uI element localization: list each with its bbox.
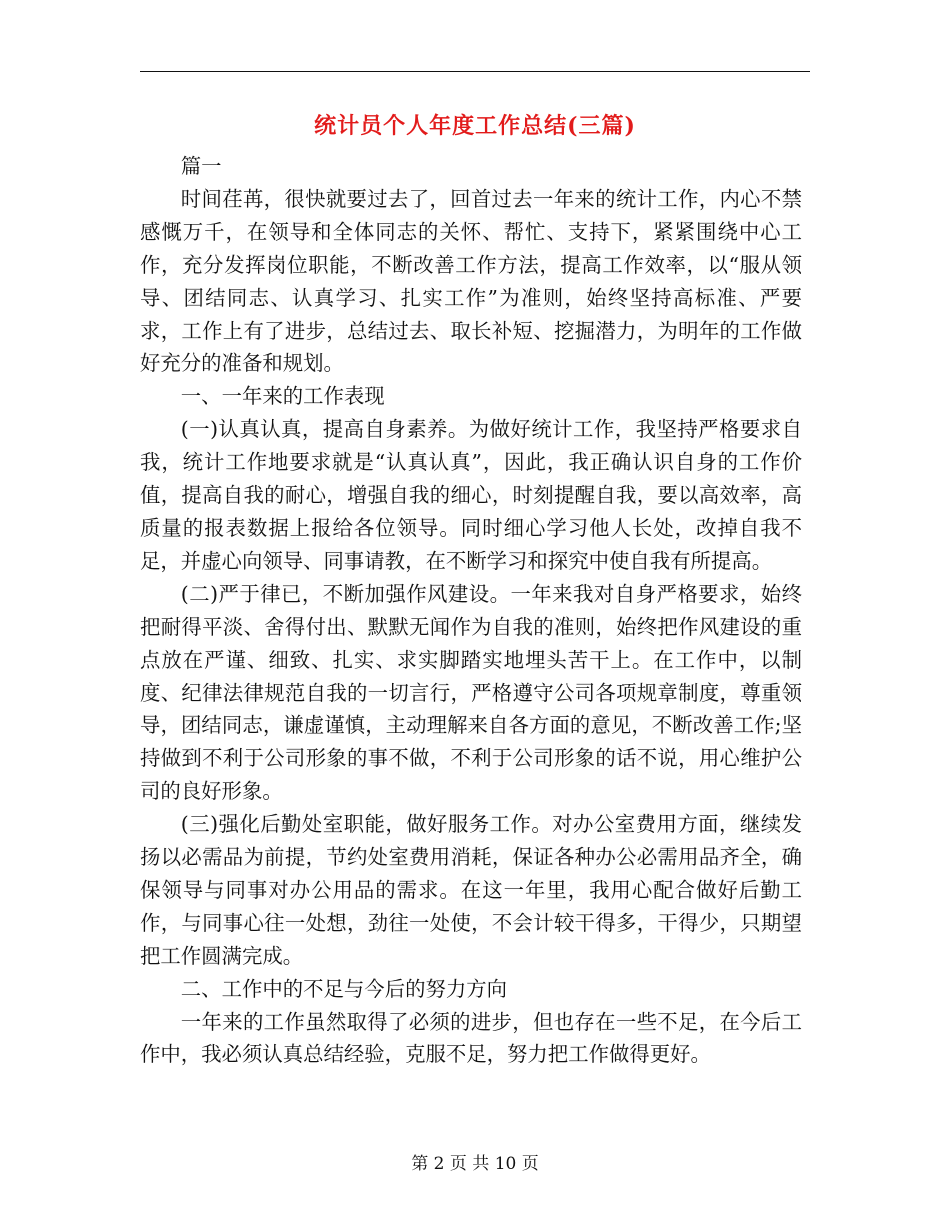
paragraph-item-1: (一)认真认真，提高自身素养。为做好统计工作，我坚持严格要求自我，统计工作地要求就是“认真认真”，因此，我正确认识自身的工作价值，提高自我的耐心，增强自我的细心，时刻提醒自我，要以高效率，高质量的报表数据上报给各位领导。同时细心学习他人长处，改掉自我不足，并虚心向领导、同事请教，在不断学习和探究中使自我有所提高。 — [140, 417, 802, 573]
page-number-footer: 第 2 页 共 10 页 — [411, 1154, 539, 1174]
section-heading-shortcomings: 二、工作中的不足与今后的努力方向 — [180, 976, 508, 1001]
paragraph-item-2: (二)严于律已，不断加强作风建设。一年来我对自身严格要求，始终把耐得平淡、舍得付出、默默无闻作为自我的准则，始终把作风建设的重点放在严谨、细致、扎实、求实脚踏实地埋头苦干上。在工作中，以制度、纪律法律规范自我的一切言行，严格遵守公司各项规章制度，尊重领导，团结同志，谦虚谨慎，主动理解来自各方面的意见，不断改善工作;坚持做到不利于公司形象的事不做，不利于公司形象的话不说，用心维护公司的良好形象。 — [140, 581, 802, 804]
document-title: 统计员个人年度工作总结(三篇) — [314, 113, 636, 139]
document-body — [140, 150, 802, 1071]
section-heading-part-one: 篇一 — [180, 154, 222, 178]
section-heading-performance: 一、一年来的工作表现 — [180, 384, 385, 409]
closing-paragraph: 一年来的工作虽然取得了必须的进步，但也存在一些不足，在今后工作中，我必须认真总结经验，克服不足，努力把工作做得更好。 — [140, 1009, 802, 1067]
header-rule — [140, 71, 810, 72]
intro-paragraph: 时间荏苒，很快就要过去了，回首过去一年来的统计工作，内心不禁感慨万千，在领导和全体同志的关怀、帮忙、支持下，紧紧围绕中心工作，充分发挥岗位职能，不断改善工作方法，提高工作效率，以“服从领导、团结同志、认真学习、扎实工作”为准则，始终坚持高标准、严要求，工作上有了进步，总结过去、取长补短、挖掘潜力，为明年的工作做好充分的准备和规划。 — [140, 186, 802, 376]
paragraph-item-3: (三)强化后勤处室职能，做好服务工作。对办公室费用方面，继续发扬以必需品为前提，节约处室费用消耗，保证各种办公必需用品齐全，确保领导与同事对办公用品的需求。在这一年里，我用心配合做好后勤工作，与同事心往一处想，劲往一处使，不会计较干得多，干得少，只期望把工作圆满完成。 — [140, 812, 802, 968]
